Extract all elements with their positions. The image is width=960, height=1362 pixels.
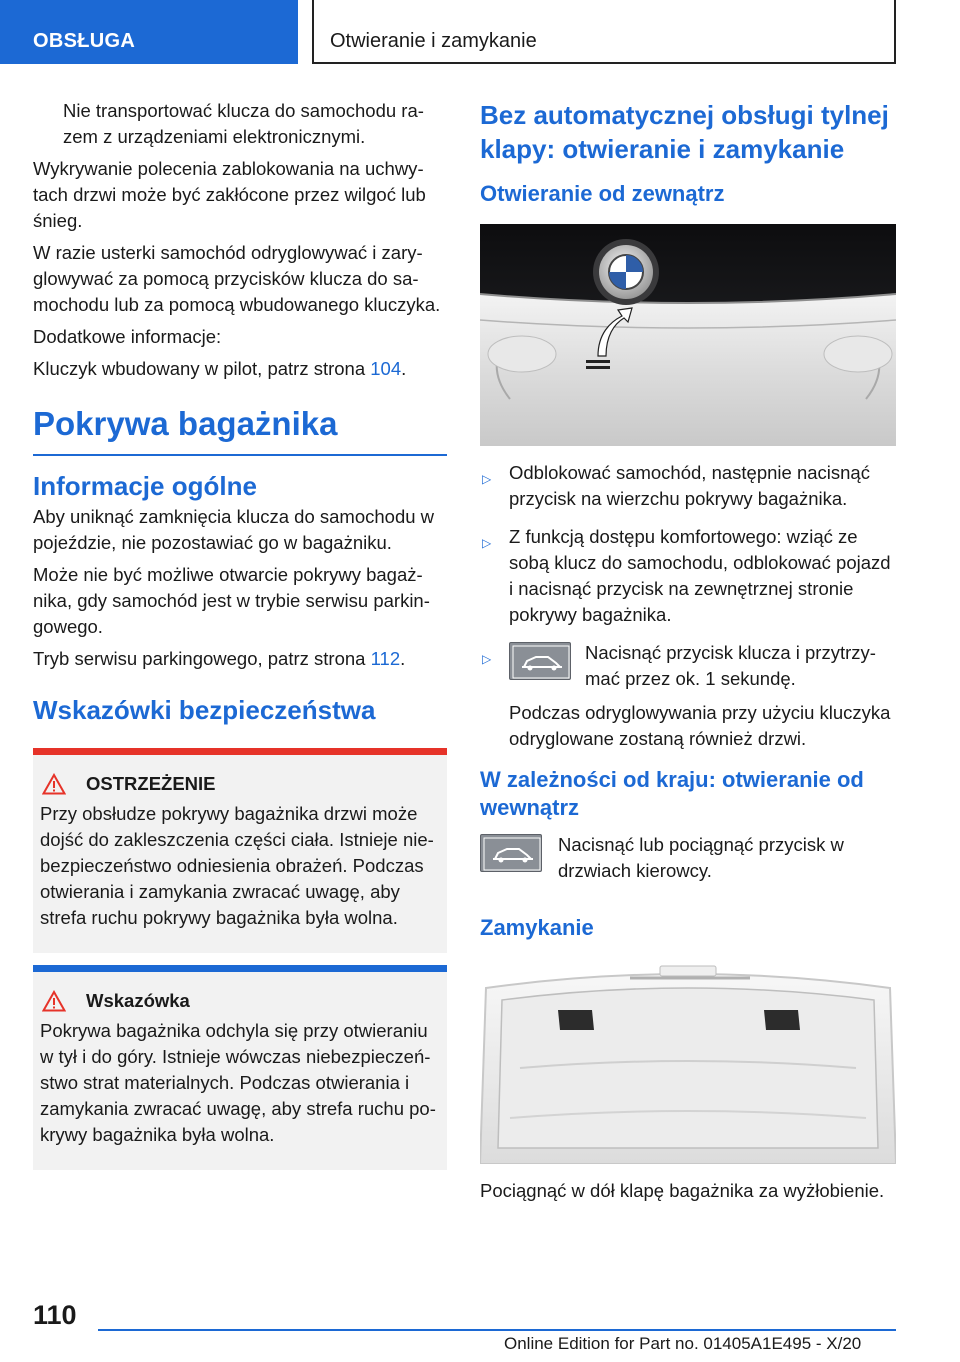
steps-list	[480, 460, 896, 752]
heading-open-inside: W zależności od kraju: otwieranie od wewnątrz	[480, 767, 864, 820]
heading-safety: Wskazówki bezpieczeństwa	[33, 695, 376, 725]
key-step-text: Nacisnąć przycisk klucza i przytrzymać przez ok. 1 sekundę.	[585, 642, 876, 689]
bullet-triangle-icon: ▷	[482, 652, 492, 666]
page-link-112[interactable]: 112	[370, 648, 401, 669]
service-reference-text: Tryb serwisu parkingowego, patrz strona	[33, 648, 371, 669]
closing-text: Pociągnąć w dół klapę bagażnika za wyżłobienie.	[480, 1180, 885, 1201]
warning-box	[33, 748, 447, 953]
note-header	[40, 990, 437, 1012]
note-text: Pokrywa bagażnika odchyla się przy otwieraniu w tył i do góry. Istnieje wówczas niebezpieczeństwo strat materialnych. Podczas otwierania i zamykania zwracać uwagę, aby strefa ruchu pokrywy bagażnika była wolna.	[40, 1020, 436, 1145]
key-step-after-text: Podczas odryglowywania przy użyciu kluczyka odryglowane zostaną również drzwi.	[509, 702, 891, 749]
trunk-button-photo	[480, 224, 896, 446]
heading-general-info: Informacje ogólne	[33, 471, 257, 501]
bullet-triangle-icon: ▷	[482, 472, 492, 486]
note-box	[33, 965, 447, 1170]
page-number: 110	[33, 1300, 77, 1330]
footer-edition: Online Edition for Part no. 01405A1E495 - X/20	[504, 1334, 862, 1353]
trunk-interior-photo	[480, 958, 896, 1164]
detect-paragraph: Wykrywanie polecenia zablokowania na uchwytach drzwi może być zakłócone przez wilgoć lub śnieg.	[33, 158, 426, 231]
service-reference: Tryb serwisu parkingowego, patrz strona 112.	[33, 648, 406, 669]
note-title: Wskazówka	[86, 990, 190, 1011]
intro-paragraph: Nie transportować klucza do samochodu razem z urządzeniami elektronicznymi.	[63, 100, 424, 147]
door-tailgate-icon	[480, 834, 542, 872]
step-item	[480, 460, 896, 512]
heading-closing: Zamykanie	[480, 915, 594, 940]
step-text: Odblokować samochód, następnie nacisnąć przycisk na wierzchu pokrywy bagażnika.	[509, 462, 870, 509]
footer-divider	[98, 1329, 896, 1331]
step-item	[480, 640, 896, 752]
key-reference: Kluczyk wbudowany w pilot, patrz strona 104.	[33, 358, 407, 379]
fault-paragraph: W razie usterki samochód odryglowywać i zaryglowywać za pomocą przycisków klucza do samochodu lub za pomocą wbudowanego kluczyka.	[33, 242, 441, 315]
heading-open-outside: Otwieranie od zewnątrz	[480, 181, 725, 206]
section-heading-trunk: Pokrywa bagażnika	[33, 404, 447, 456]
more-info-label: Dodatkowe informacje:	[33, 326, 222, 347]
key-step-row	[509, 640, 896, 692]
inside-text: Nacisnąć lub pociągnąć przycisk w drzwiach kierowcy.	[558, 834, 844, 881]
warning-header	[40, 773, 437, 795]
heading-manual-tailgate: Bez automatycznej obsługi tylnej klapy: otwieranie i zamykanie	[480, 100, 889, 164]
key-reference-text: Kluczyk wbudowany w pilot, patrz strona	[33, 358, 371, 379]
section-tab: OBSŁUGA	[0, 0, 298, 64]
general-paragraph-2: Może nie być możliwe otwarcie pokrywy bagażnika, gdy samochód jest w trybie serwisu parkingowego.	[33, 564, 430, 637]
step-item	[480, 524, 896, 628]
page-link-104[interactable]: 104	[370, 358, 402, 379]
inside-row	[480, 832, 896, 884]
bullet-triangle-icon: ▷	[482, 536, 492, 550]
left-column	[33, 98, 447, 1170]
page-header-title: Otwieranie i zamykanie	[312, 0, 896, 64]
warning-text: Przy obsłudze pokrywy bagażnika drzwi może dojść do zakleszczenia części ciała. Istnieje niebezpieczeństwo odniesienia obrażeń. Podczas otwierania i zamykania zwracać uwagę, aby strefa ruchu pokrywy bagażnika była wolna.	[40, 803, 434, 928]
general-paragraph-1: Aby uniknąć zamknięcia klucza do samochodu w pojeździe, nie pozostawiać go w bagażniku.	[33, 506, 435, 553]
note-triangle-icon	[42, 990, 66, 1012]
step-text: Z funkcją dostępu komfortowego: wziąć ze sobą klucz do samochodu, odblokować pojazd i nacisnąć przycisk na zewnętrznej stronie pokrywy bagażnika.	[509, 526, 891, 625]
tailgate-key-icon	[509, 642, 571, 680]
warning-title: OSTRZEŻENIE	[86, 773, 216, 794]
warning-triangle-icon	[42, 773, 66, 795]
right-column	[480, 98, 896, 1210]
